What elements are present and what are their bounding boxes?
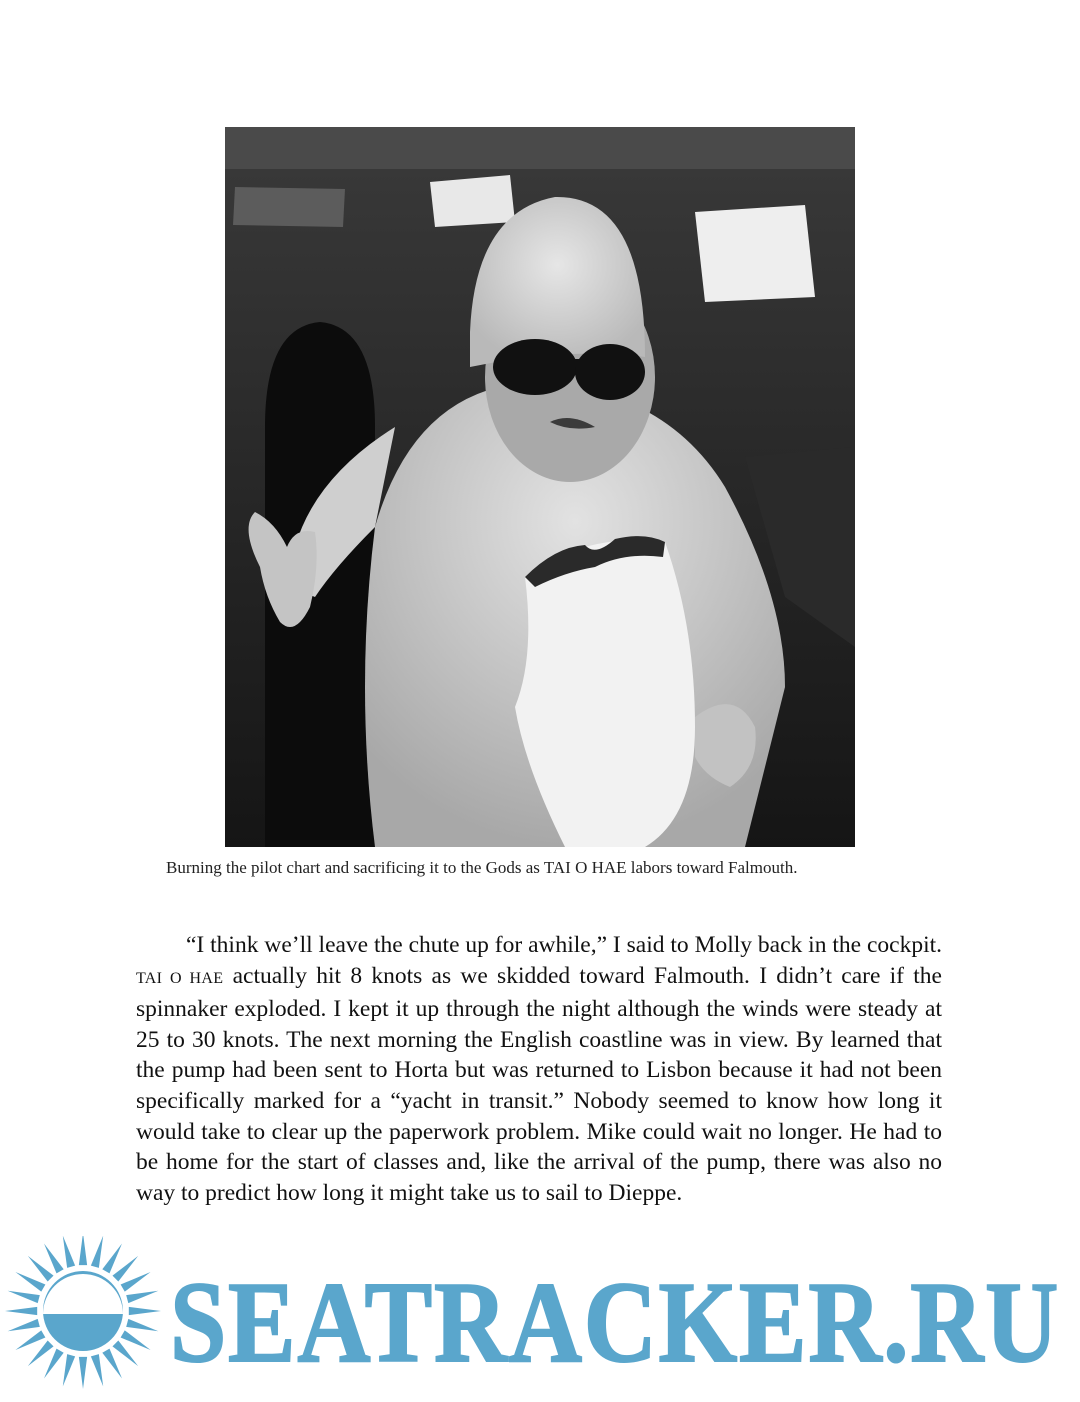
sun-ray	[8, 1319, 40, 1331]
sun-ray	[102, 1243, 122, 1273]
sun-ray	[8, 1291, 40, 1303]
boat-name: TAI O HAE	[136, 969, 224, 987]
body-text-segment: “I think we’ll leave the chute up for awhile,” I said to Molly back in the cockpit.	[186, 932, 942, 958]
sun-ray	[112, 1340, 138, 1366]
sun-ray	[112, 1256, 138, 1282]
sun-ray	[15, 1330, 45, 1350]
sun-ray	[28, 1340, 54, 1366]
body-text-segment: actually hit 8 knots as we skidded toward Falmouth. I didn’t care if the spinnaker exploded. I kept it up through the night although the winds were steady at 25 to 30 knots. The next morning the English coastline was in view. By learned that the pump had been sent to Horta but was returned to Lisbon because it had not been specifically marked for a “yacht in transit.” Nobody seemed to know how long it would take to clear up the paperwork problem. Mike could wait no longer. He had to be home for the start of classes and, like the arrival of the pump, there was also no way to predict how long it might take us to sail to Dieppe.	[136, 962, 942, 1206]
sun-ray	[44, 1349, 64, 1379]
sun-ray	[44, 1243, 64, 1273]
sun-ray	[79, 1236, 87, 1265]
sun-ray	[91, 1354, 103, 1386]
photograph	[225, 127, 855, 847]
sun-logo-icon	[0, 1236, 1080, 1397]
watermark-text: SEATRACKER.RU	[170, 1259, 1060, 1387]
sun-ray	[15, 1272, 45, 1292]
sun-ray	[63, 1354, 75, 1386]
sun-ray	[63, 1236, 75, 1268]
sun-ray	[79, 1357, 87, 1389]
sun-ray	[129, 1307, 161, 1315]
sun-ray	[126, 1319, 158, 1331]
sun-ray	[126, 1291, 158, 1303]
sun-ray	[121, 1330, 151, 1350]
photo-caption: Burning the pilot chart and sacrificing it to the Gods as TAI O HAE labors toward Falmouth.	[166, 858, 798, 877]
body-paragraph	[136, 930, 942, 1208]
watermark	[0, 1236, 1080, 1397]
sun-ray	[121, 1272, 151, 1292]
sun-ray	[28, 1256, 54, 1282]
sun-ray	[5, 1307, 37, 1315]
photo-illustration	[225, 127, 855, 847]
sun-ray	[91, 1236, 103, 1268]
sun-ray	[102, 1349, 122, 1379]
